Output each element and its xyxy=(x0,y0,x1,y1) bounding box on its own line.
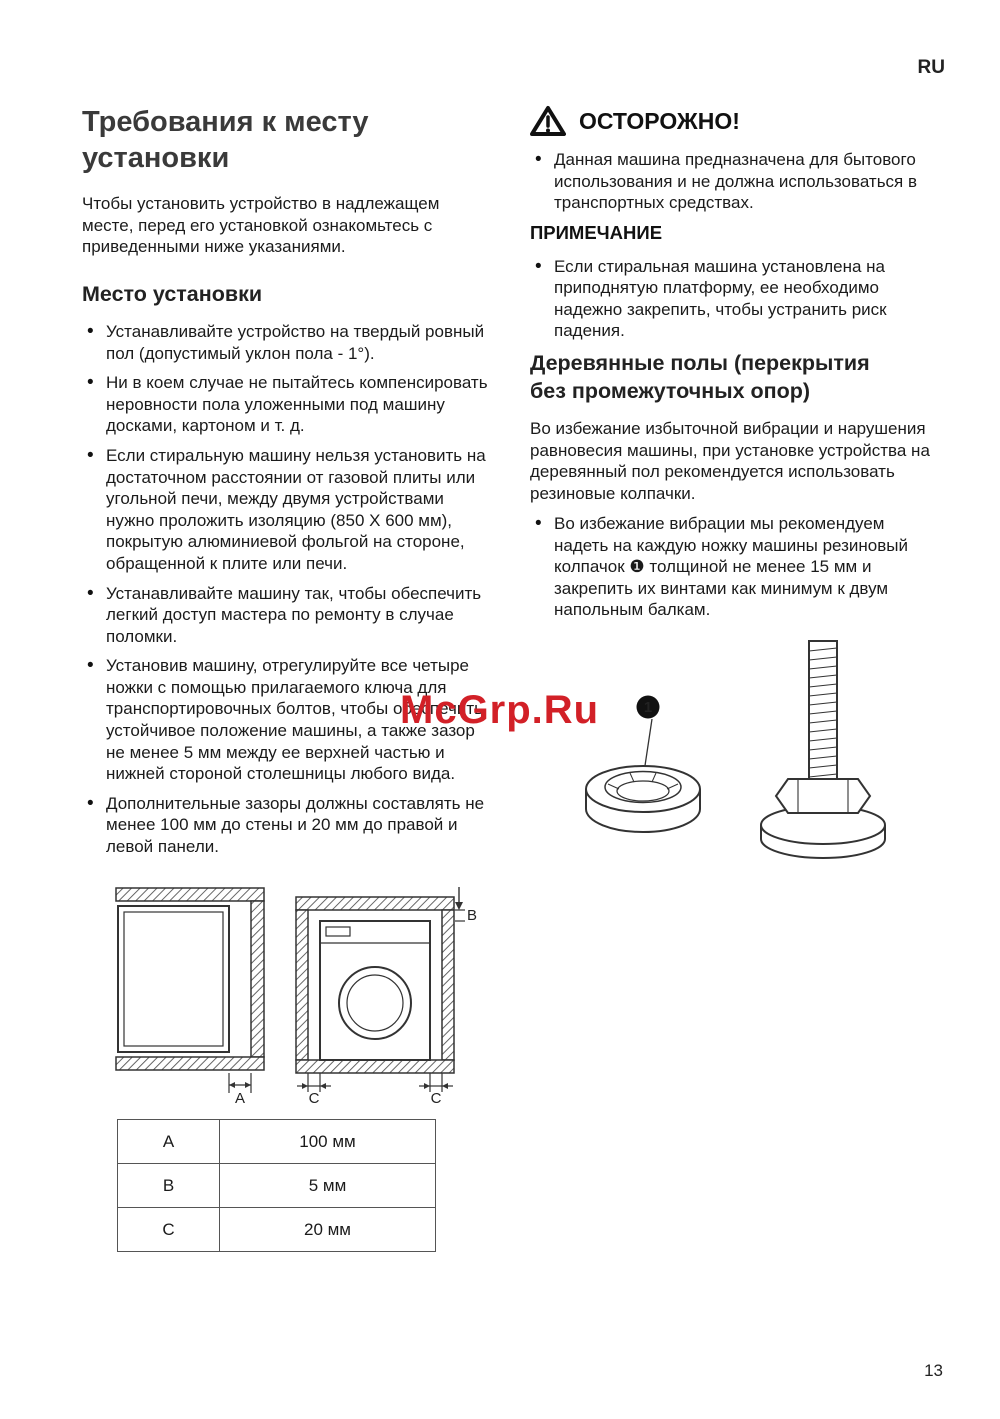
watermark: McGrp.Ru xyxy=(400,688,600,732)
rubber-cap-rim xyxy=(586,766,700,812)
warning-header xyxy=(530,105,950,137)
table-value-cell: 20 мм xyxy=(220,1208,436,1252)
dim-label-b: B xyxy=(467,907,477,925)
warning-title: ОСТОРОЖНО! xyxy=(579,107,740,134)
note-title: ПРИМЕЧАНИЕ xyxy=(530,221,663,243)
bullet-item: • Установив машину, отрегулируйте все четыре ножки с помощью прилагаемого ключа для транспортировочных болтов, чтобы обеспечить устойчивое положение машины, а также зазор не менее 5 мм между ее верхней частью и нижней стороной столешницы любого вида. xyxy=(82,655,488,784)
table-row xyxy=(118,1164,436,1208)
wooden-floors-list xyxy=(530,513,920,621)
warning-list xyxy=(530,149,920,214)
bullet-item: • Устанавливайте устройство на твердый ровный пол (допустимый уклон пола - 1°). xyxy=(82,321,488,364)
intro-paragraph: Чтобы установить устройство в надлежащем месте, перед его установкой ознакомьтесь с приведенными ниже указаниями. xyxy=(82,193,440,257)
callout-1-label: 1 xyxy=(643,698,653,716)
front-view-diagram xyxy=(295,887,477,1105)
language-tag: RU xyxy=(917,57,945,78)
page-title: Требования к месту установки xyxy=(82,106,369,174)
table-row xyxy=(118,1208,436,1252)
bullet-item: • Ни в коем случае не пытайтесь компенсировать неровности пола уложенными под машину досками, картоном и т. д. xyxy=(82,372,488,437)
bullet-item: • Дополнительные зазоры должны составлять не менее 100 мм до стены и 20 мм до правой и левой панели. xyxy=(82,793,488,858)
wooden-floors-intro: Во избежание избыточной вибрации и нарушения равновесия машины, при установке устройства на деревянный пол рекомендуется использовать резиновые колпачки. xyxy=(530,418,930,504)
clearance-diagrams xyxy=(82,887,506,1105)
right-column xyxy=(530,105,950,879)
bullet-item: • Данная машина предназначена для бытового использования и не должна использоваться в транспортных средствах. xyxy=(530,149,920,214)
foot-hex-nut xyxy=(776,779,870,813)
bullet-item: • Во избежание вибрации мы рекомендуем надеть на каждую ножку машины резиновый колпачок ❶ толщиной не менее 15 мм и закрепить их винтами как минимум к двум напольным балкам. xyxy=(530,513,920,621)
rubber-cap-figure xyxy=(530,629,950,879)
wall-right xyxy=(442,910,454,1060)
bullet-item: • Если стиральная машина установлена на приподнятую платформу, ее необходимо надежно закрепить, чтобы устранить риск падения. xyxy=(530,256,920,342)
table-value-cell: 5 мм xyxy=(220,1164,436,1208)
machine-outline xyxy=(118,906,229,1052)
table-key-cell: C xyxy=(118,1208,220,1252)
rubber-cap-and-foot-illustration xyxy=(530,629,950,874)
clearance-table xyxy=(117,1119,436,1252)
bullet-item: • Если стиральную машину нельзя установить на достаточном расстоянии от газовой плиты или угольной печи, между двумя устройствами нужно проложить изоляцию (850 X 600 мм), покрытую алюминиевой фольгой на стороне, обращенной к плите или печи. xyxy=(82,445,488,574)
table-key-cell: B xyxy=(118,1164,220,1208)
dim-label-c-left: C xyxy=(308,1090,320,1106)
table-key-cell: A xyxy=(118,1120,220,1164)
section-heading-wooden-floors: Деревянные полы (перекрытия без промежуточных опор) xyxy=(530,351,870,403)
top-view-diagram xyxy=(115,887,265,1105)
wall-top xyxy=(116,888,264,901)
wall-right xyxy=(251,901,264,1057)
table-row xyxy=(118,1120,436,1164)
table-value-cell: 100 мм xyxy=(220,1120,436,1164)
page-number: 13 xyxy=(924,1361,943,1380)
wall-left xyxy=(296,910,308,1060)
installation-place-list xyxy=(82,321,488,857)
note-list xyxy=(530,256,920,342)
left-column xyxy=(82,105,506,1252)
dim-label-a: A xyxy=(234,1090,246,1106)
warning-triangle-icon xyxy=(530,105,566,137)
wall-top xyxy=(296,897,454,910)
wall-bottom xyxy=(116,1057,264,1070)
section-heading-installation-place: Место установки xyxy=(82,282,263,307)
bullet-item: • Устанавливайте машину так, чтобы обеспечить легкий доступ мастера по ремонту в случае поломки. xyxy=(82,583,488,648)
dim-label-c-right: C xyxy=(430,1090,442,1106)
wall-bottom xyxy=(296,1060,454,1073)
